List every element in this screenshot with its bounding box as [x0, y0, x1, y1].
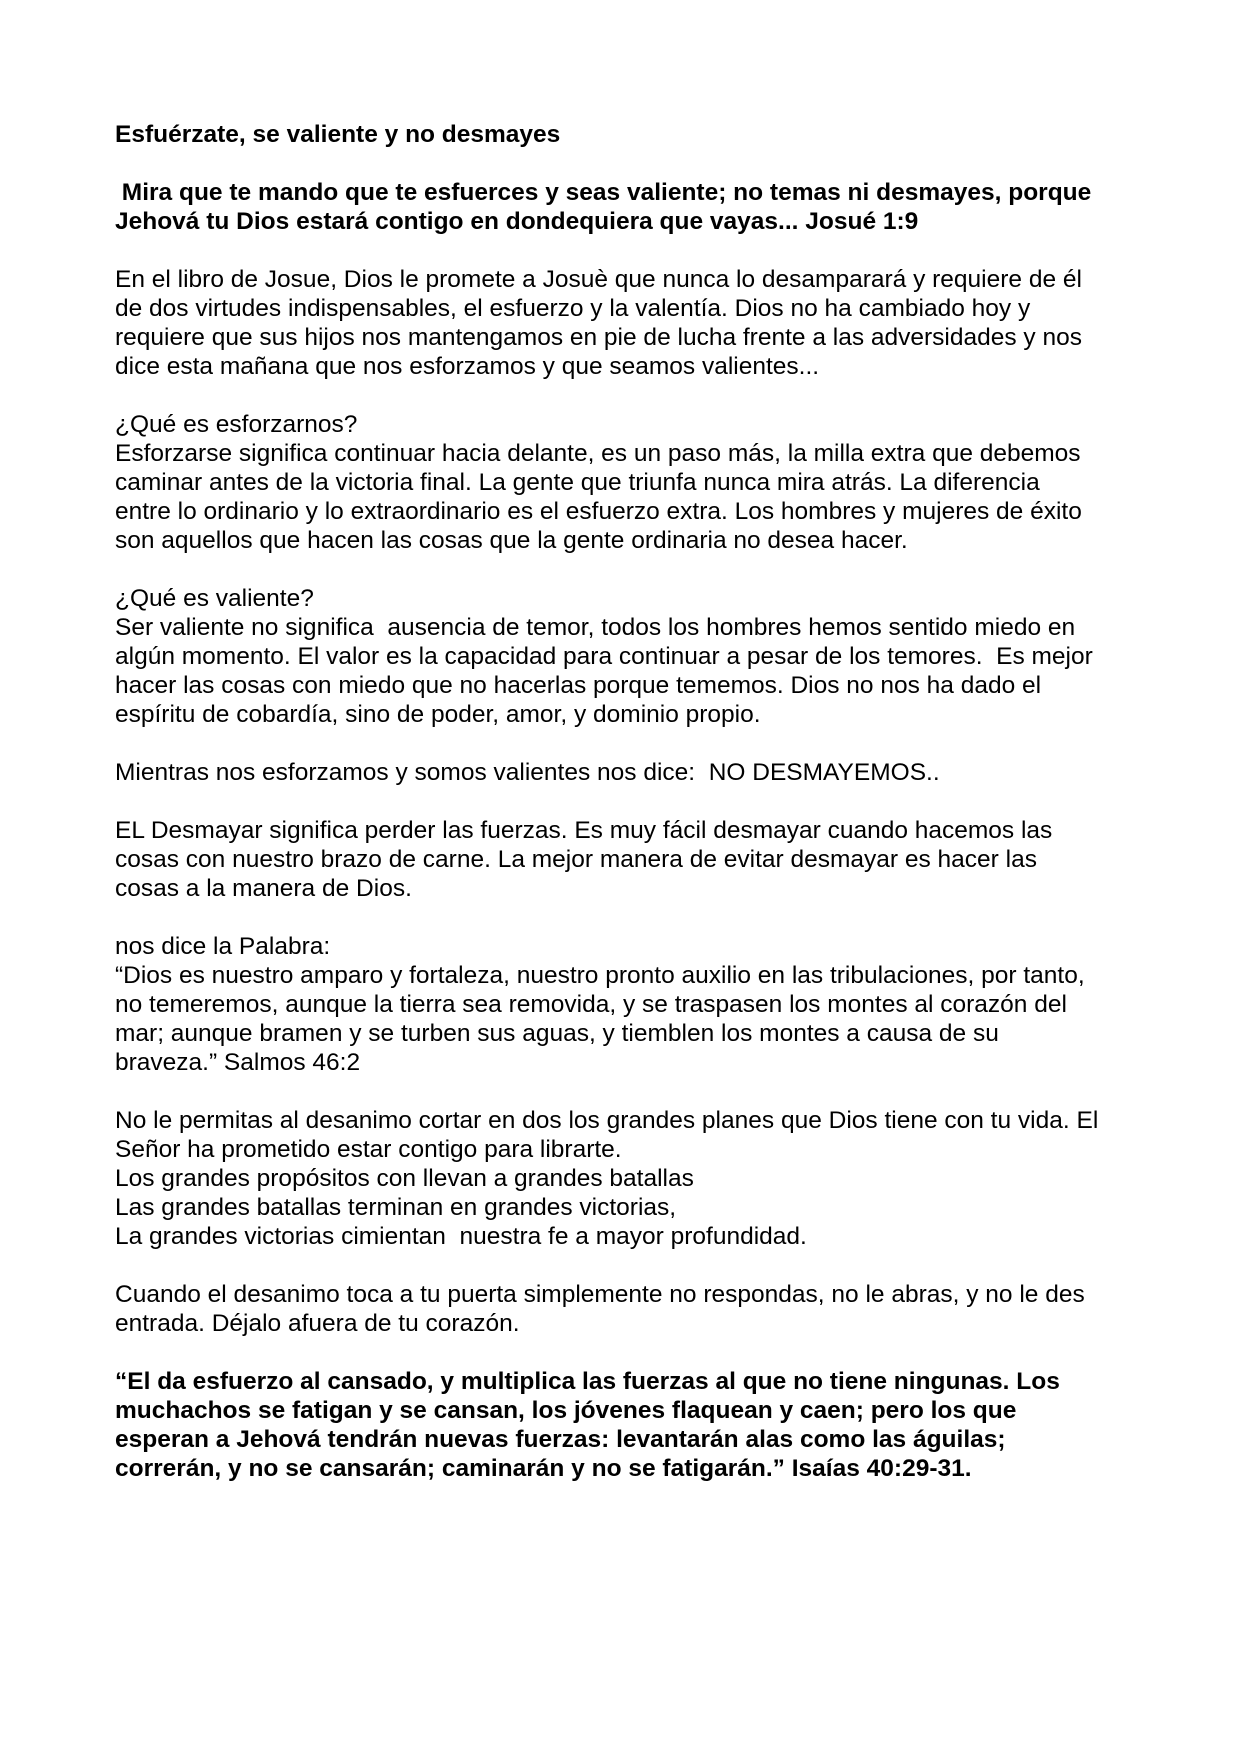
text-line: Ser valiente no significa ausencia de temor, todos los hombres hemos sentido miedo en	[115, 614, 1076, 641]
title-text: Esfuérzate, se valiente y no desmayes	[115, 121, 561, 148]
text-line: correrán, y no se cansarán; caminarán y no se fatigarán.” Isaías 40:29-31.	[115, 1455, 972, 1482]
text-line: son aquellos que hacen las cosas que la gente ordinaria no desea hacer.	[115, 527, 908, 554]
text-line: dice esta mañana que nos esforzamos y que seamos valientes...	[115, 353, 820, 380]
text-line: requiere que sus hijos nos mantengamos en pie de lucha frente a las adversidades y nos	[115, 324, 1082, 351]
paragraph-no-desmayemos	[115, 758, 1145, 787]
text-line: muchachos se fatigan y se cansan, los jóvenes flaquean y caen; pero los que	[115, 1397, 1017, 1424]
paragraph-verse-josue	[115, 178, 1145, 236]
text-line: Los grandes propósitos con llevan a grandes batallas	[115, 1165, 694, 1192]
text-line: braveza.” Salmos 46:2	[115, 1049, 361, 1076]
text-line: En el libro de Josue, Dios le promete a Josuè que nunca lo desamparará y requiere de él	[115, 266, 1082, 293]
text-line: Esforzarse significa continuar hacia delante, es un paso más, la milla extra que debemos	[115, 440, 1081, 467]
paragraph-que-es-esforzarnos	[115, 410, 1145, 555]
text-line: hacer las cosas con miedo que no hacerlas porque tememos. Dios no nos ha dado el	[115, 672, 1042, 699]
document-title	[115, 120, 1145, 149]
text-line: Mientras nos esforzamos y somos valientes nos dice: NO DESMAYEMOS..	[115, 759, 940, 786]
text-line: Señor ha prometido estar contigo para librarte.	[115, 1136, 622, 1163]
text-line: espíritu de cobardía, sino de poder, amor, y dominio propio.	[115, 701, 761, 728]
text-line: algún momento. El valor es la capacidad para continuar a pesar de los temores. Es mejor	[115, 643, 1093, 670]
paragraph-intro	[115, 265, 1145, 381]
text-line: “El da esfuerzo al cansado, y multiplica las fuerzas al que no tiene ningunas. Los	[115, 1368, 1060, 1395]
text-line: Mira que te mando que te esfuerces y seas valiente; no temas ni desmayes, porque	[115, 179, 1092, 206]
text-line: cosas con nuestro brazo de carne. La mejor manera de evitar desmayar es hacer las	[115, 846, 1037, 873]
text-line: mar; aunque bramen y se turben sus aguas, y tiemblen los montes a causa de su	[115, 1020, 999, 1047]
paragraph-cuando-el-desanimo	[115, 1280, 1145, 1338]
text-line: ¿Qué es valiente?	[115, 585, 314, 612]
text-line: Cuando el desanimo toca a tu puerta simplemente no respondas, no le abras, y no le des	[115, 1281, 1085, 1308]
paragraph-verse-isaias	[115, 1367, 1145, 1483]
text-line: entre lo ordinario y lo extraordinario es el esfuerzo extra. Los hombres y mujeres de éxito	[115, 498, 1082, 525]
text-line: No le permitas al desanimo cortar en dos los grandes planes que Dios tiene con tu vida. El	[115, 1107, 1099, 1134]
text-line: EL Desmayar significa perder las fuerzas. Es muy fácil desmayar cuando hacemos las	[115, 817, 1053, 844]
text-line: de dos virtudes indispensables, el esfuerzo y la valentía. Dios no ha cambiado hoy y	[115, 295, 1031, 322]
paragraph-no-le-permitas	[115, 1106, 1145, 1251]
text-line: cosas a la manera de Dios.	[115, 875, 412, 902]
document-body	[115, 120, 1145, 1512]
text-line: no temeremos, aunque la tierra sea removida, y se traspasen los montes al corazón del	[115, 991, 1067, 1018]
text-line: “Dios es nuestro amparo y fortaleza, nuestro pronto auxilio en las tribulaciones, por tanto,	[115, 962, 1085, 989]
paragraph-el-desmayar	[115, 816, 1145, 903]
text-line: Jehová tu Dios estará contigo en dondequiera que vayas... Josué 1:9	[115, 208, 919, 235]
paragraph-salmos	[115, 932, 1145, 1077]
text-line: esperan a Jehová tendrán nuevas fuerzas: levantarán alas como las águilas;	[115, 1426, 1006, 1453]
text-line: nos dice la Palabra:	[115, 933, 331, 960]
paragraph-que-es-valiente	[115, 584, 1145, 729]
text-line: caminar antes de la victoria final. La gente que triunfa nunca mira atrás. La diferencia	[115, 469, 1040, 496]
text-line: La grandes victorias cimientan nuestra fe a mayor profundidad.	[115, 1223, 807, 1250]
text-line: Las grandes batallas terminan en grandes victorias,	[115, 1194, 677, 1221]
text-line: ¿Qué es esforzarnos?	[115, 411, 358, 438]
text-line: entrada. Déjalo afuera de tu corazón.	[115, 1310, 520, 1337]
